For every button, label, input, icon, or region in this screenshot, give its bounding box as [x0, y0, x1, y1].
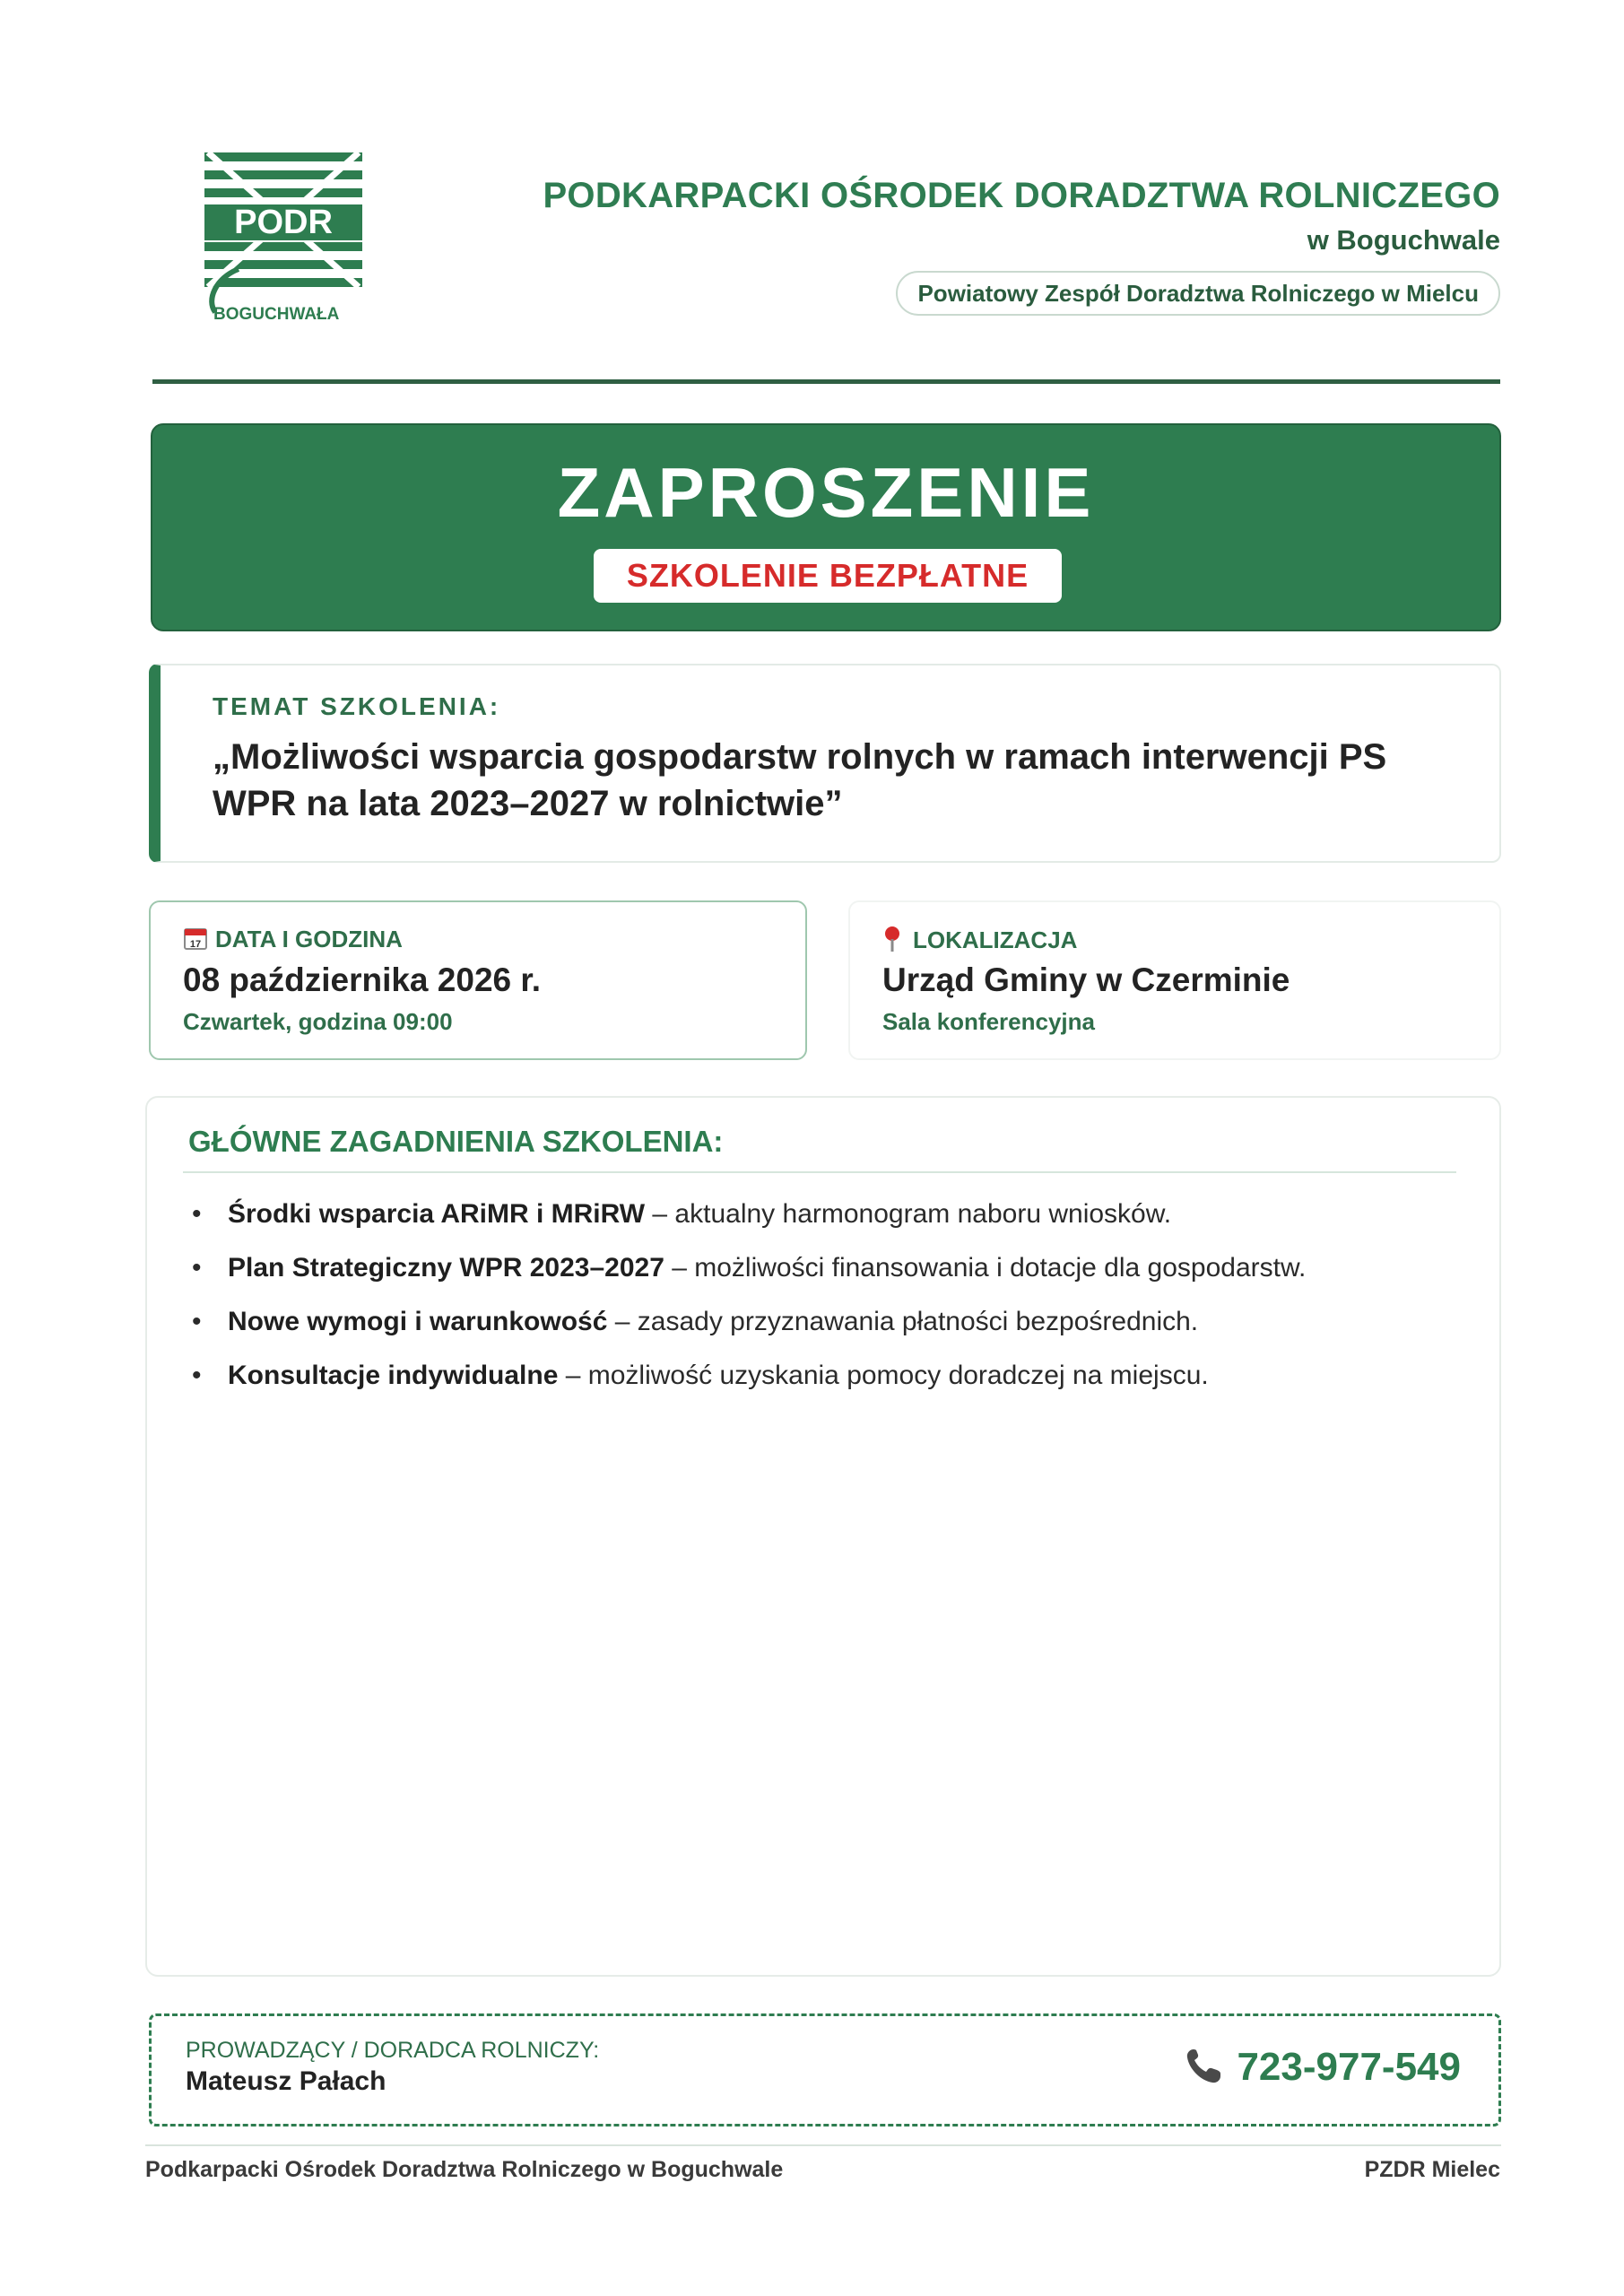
location-card	[848, 900, 1501, 1060]
agenda-item-title: Środki wsparcia ARiMR i MRiRW	[228, 1199, 646, 1229]
header-divider	[152, 379, 1500, 384]
banner-title: ZAPROSZENIE	[557, 453, 1095, 532]
agenda-item	[190, 1241, 1463, 1295]
agenda-title: GŁÓWNE ZAGADNIENIA SZKOLENIA:	[188, 1125, 724, 1158]
agenda-item-title: Plan Strategiczny WPR 2023–2027	[228, 1253, 664, 1283]
phone-icon	[1183, 2046, 1224, 2087]
agenda-item-title: Nowe wymogi i warunkowość	[228, 1307, 608, 1336]
podr-logo	[179, 135, 386, 332]
agenda-item-desc: – możliwości finansowania i dotacje dla gospodarstw.	[664, 1253, 1307, 1283]
free-training-badge: SZKOLENIE BEZPŁATNE	[594, 549, 1062, 603]
agenda-item	[190, 1295, 1463, 1349]
org-name: PODKARPACKI OŚRODEK DORADZTWA ROLNICZEGO	[543, 176, 1500, 215]
location-label: LOKALIZACJA	[913, 926, 1078, 953]
logo-subtext: BOGUCHWAŁA	[213, 305, 340, 324]
agenda-list	[190, 1187, 1463, 1403]
team-pill: Powiatowy Zespół Doradztwa Rolniczego w Mielcu	[896, 271, 1500, 316]
contact-label: PROWADZĄCY / DORADCA ROLNICZY:	[186, 2038, 600, 2063]
agenda-divider	[183, 1171, 1456, 1173]
agenda-item-title: Konsultacje indywidualne	[228, 1361, 559, 1390]
agenda-item	[190, 1349, 1463, 1403]
date-card	[149, 900, 807, 1060]
agenda-item	[190, 1187, 1463, 1241]
podr-logo-icon	[179, 135, 386, 332]
topic-text: „Możliwości wsparcia gospodarstw rolnych w ramach interwencji PS WPR na lata 2023–2027 w rolnictwie”	[213, 737, 1387, 823]
topic-label: TEMAT SZKOLENIA:	[213, 692, 501, 720]
topic-section	[149, 664, 1501, 863]
contact-phone[interactable]	[1183, 2045, 1461, 2090]
svg-text:17: 17	[189, 939, 202, 950]
date-label-row	[183, 926, 403, 953]
org-city: w Boguchwale	[1307, 224, 1500, 256]
location-room: Sala konferencyjna	[882, 1008, 1095, 1035]
footer-divider	[145, 2144, 1501, 2146]
footer-unit: PZDR Mielec	[1364, 2157, 1500, 2182]
agenda-item-desc: – zasady przyznawania płatności bezpośrednich.	[607, 1307, 1199, 1336]
training-date: 08 października 2026 r.	[183, 961, 542, 998]
location-label-row	[882, 926, 1077, 954]
contact-name: Mateusz Pałach	[186, 2066, 386, 2096]
date-label: DATA I GODZINA	[215, 926, 403, 952]
contact-section	[149, 2013, 1501, 2126]
logo-text: PODR	[234, 204, 333, 241]
map-pin-icon	[882, 926, 902, 952]
invitation-banner	[151, 423, 1501, 631]
agenda-item-desc: – możliwość uzyskania pomocy doradczej na miejscu.	[558, 1361, 1209, 1390]
agenda-item-desc: – aktualny harmonogram naboru wniosków.	[645, 1199, 1172, 1229]
footer-org: Podkarpacki Ośrodek Doradztwa Rolniczego w Boguchwale	[145, 2157, 784, 2182]
location-place: Urząd Gminy w Czerminie	[882, 961, 1290, 998]
agenda-section	[145, 1096, 1501, 1977]
training-time: Czwartek, godzina 09:00	[183, 1008, 453, 1035]
calendar-icon	[183, 926, 208, 951]
phone-number: 723-977-549	[1237, 2045, 1461, 2089]
